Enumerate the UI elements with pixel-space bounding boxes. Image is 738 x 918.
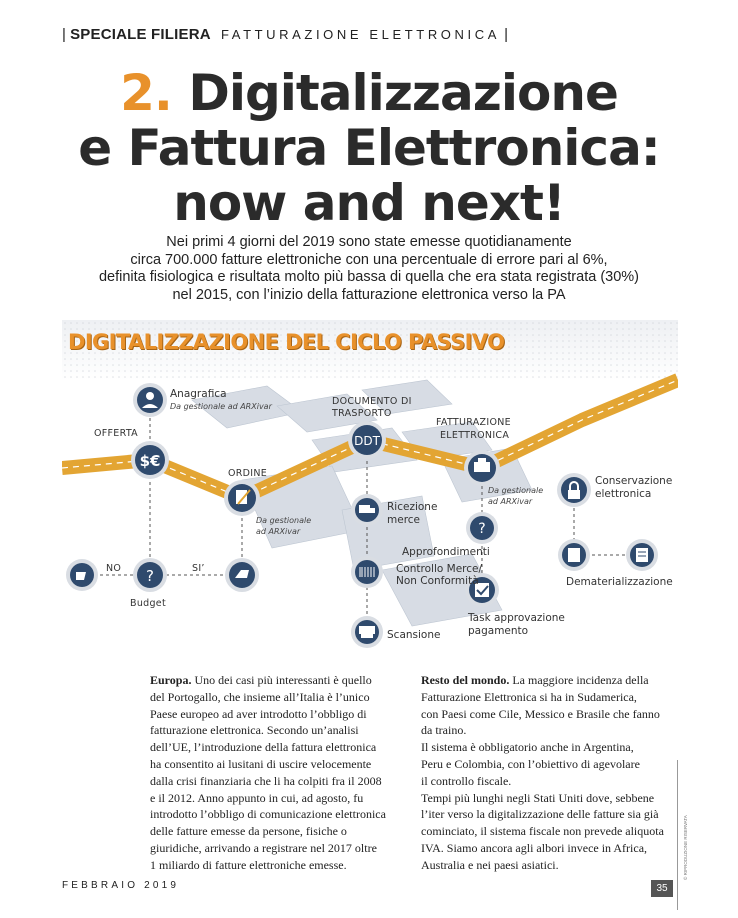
node-ddt (348, 421, 386, 459)
node-conservazione (557, 473, 591, 507)
body-line: Fatturazione Elettronica si ha in Sudamerica, (421, 689, 637, 704)
body-column-left (150, 672, 400, 874)
body-line: giuridiche, arrivando a registrare nel 2017 oltre (150, 840, 377, 855)
copyright-credit: © RIPRODUZIONE RISERVATA (683, 815, 688, 880)
title-line1: Digitalizzazione (188, 64, 618, 122)
page-number: 35 (651, 880, 673, 897)
label-conservazione-1: Conservazione (595, 475, 673, 487)
article-subtitle (60, 234, 678, 304)
body-line: IVA. Siamo ancora agli albori invece in Africa, (421, 840, 648, 855)
label-anagrafica: Anagrafica (170, 388, 227, 400)
node-ricezione (351, 494, 383, 526)
node-offerta (131, 441, 169, 479)
subtitle-line: circa 700.000 fatture elettroniche con una percentuale di errore pari al 6%, (130, 251, 608, 268)
title-line2: e Fattura Elettronica: (78, 119, 660, 177)
body-line: La maggiore incidenza della (509, 673, 649, 687)
node-budget (133, 558, 167, 592)
node-dematerializzazione-b (626, 539, 658, 571)
label-controllo-1: Controllo Merce/ (396, 563, 483, 575)
body-line: dalla crisi finanziaria che li ha colpiti fra il 2008 (150, 773, 382, 788)
label-no: NO (106, 563, 122, 574)
node-anagrafica (133, 383, 167, 417)
body-line: delle fatture emesse da persone, fisiche o (150, 824, 347, 839)
label-dematerializzazione: Dematerializzazione (566, 576, 673, 588)
body-line: del Portogallo, che insieme all’Italia è l’unico (150, 689, 370, 704)
body-column-right (421, 672, 683, 874)
label-fatt-sub2: ad ARXivar (488, 497, 533, 506)
label-ricezione-1: Ricezione (387, 501, 438, 513)
ddt-text: DDT (354, 434, 380, 448)
label-controllo-2: Non Conformità (396, 575, 479, 587)
title-number: 2. (120, 64, 172, 122)
section-header (62, 26, 508, 43)
body-line: 1 miliardo di fatture elettroniche emesse. (150, 857, 347, 872)
svg-text:?: ? (478, 521, 486, 537)
footer-month: FEBBRAIO 2019 (62, 880, 180, 891)
header-bar-right: | (504, 26, 509, 43)
header-topic: FATTURAZIONE ELETTRONICA (220, 27, 500, 42)
header-section: SPECIALE FILIERA (70, 26, 211, 43)
title-line3: now and next! (173, 174, 565, 232)
body-line: ha consentito ai lusitani di uscire velocemente (150, 756, 372, 771)
label-task-2: pagamento (468, 625, 529, 637)
label-offerta: OFFERTA (94, 428, 138, 439)
subtitle-line: nel 2015, con l’inizio della fatturazione elettronica verso la PA (172, 286, 566, 303)
node-fatturazione (464, 450, 500, 486)
node-controllo (351, 556, 383, 588)
article-title (0, 66, 738, 231)
node-approfondimenti (466, 512, 498, 544)
label-ordine-sub1: Da gestionale (256, 516, 312, 525)
label-budget: Budget (130, 598, 166, 609)
node-si (225, 558, 259, 592)
label-anagrafica-sub: Da gestionale ad ARXivar (170, 402, 272, 411)
body-line: e il 2012. Anno appunto in cui, ad agosto, fu (150, 790, 364, 805)
body-line: Australia e nei paesi asiatici. (421, 857, 559, 872)
label-ordine: ORDINE (228, 468, 268, 479)
body-line: l’iter verso la digitalizzazione delle fatture sia già (421, 807, 659, 822)
infographic-title: DIGITALIZZAZIONE DEL CICLO PASSIVO (68, 330, 505, 354)
node-scansione (351, 616, 383, 648)
label-elettronica: ELETTRONICA (440, 430, 510, 441)
infographic-canvas (62, 320, 678, 666)
left-lead: Europa. (150, 673, 192, 687)
label-scansione: Scansione (387, 629, 441, 641)
body-line: introdotto l’obbligo di comunicazione elettronica (150, 807, 386, 822)
body-line: il controllo fiscale. (421, 773, 512, 788)
label-si: SI’ (192, 563, 205, 574)
label-fatturazione: FATTURAZIONE (436, 417, 511, 428)
body-line: fatturazione elettronica. Secondo un’analisi (150, 723, 359, 738)
label-approfondimenti: Approfondimenti (402, 546, 490, 558)
body-line: Paese europeo ad aver introdotto l’obbligo di (150, 706, 367, 721)
body-line: Peru e Colombia, con l’obiettivo di agevolare (421, 756, 640, 771)
svg-text:?: ? (146, 567, 154, 585)
subtitle-line: Nei primi 4 giorni del 2019 sono state emesse quotidianamente (166, 234, 572, 250)
right-lead: Resto del mondo. (421, 673, 510, 687)
side-rule (677, 760, 678, 910)
label-ordine-sub2: ad ARXivar (256, 527, 301, 536)
label-ricezione-2: merce (387, 514, 421, 526)
body-line: cominciato, il sistema fiscale non prevede aliquota (421, 824, 664, 839)
node-dematerializzazione-a (558, 539, 590, 571)
body-line: con Paesi come Cile, Messico e Brasile che fanno (421, 706, 660, 721)
label-documento: DOCUMENTO DI (332, 396, 412, 407)
body-line: Uno dei casi più interessanti è quello (191, 673, 372, 687)
header-bar-left: | (62, 26, 66, 43)
infographic (62, 320, 678, 666)
body-line: da traino. (421, 723, 467, 738)
body-line: Tempi più lunghi negli Stati Uniti dove, sebbene (421, 790, 655, 805)
body-line: dell’UE, l’introduzione della fattura elettronica (150, 740, 377, 755)
svg-text:$€: $€ (139, 452, 161, 470)
node-ordine (224, 480, 260, 516)
label-conservazione-2: elettronica (595, 488, 652, 500)
label-fatt-sub1: Da gestionale (488, 486, 544, 495)
subtitle-line: definita fisiologica e risultata molto più bassa di quella che era stata registrata (30%) (98, 269, 639, 285)
label-trasporto: TRASPORTO (332, 408, 392, 419)
node-no (66, 559, 98, 591)
body-line: Il sistema è obbligatorio anche in Argentina, (421, 740, 634, 755)
label-task-1: Task approvazione (468, 612, 565, 624)
